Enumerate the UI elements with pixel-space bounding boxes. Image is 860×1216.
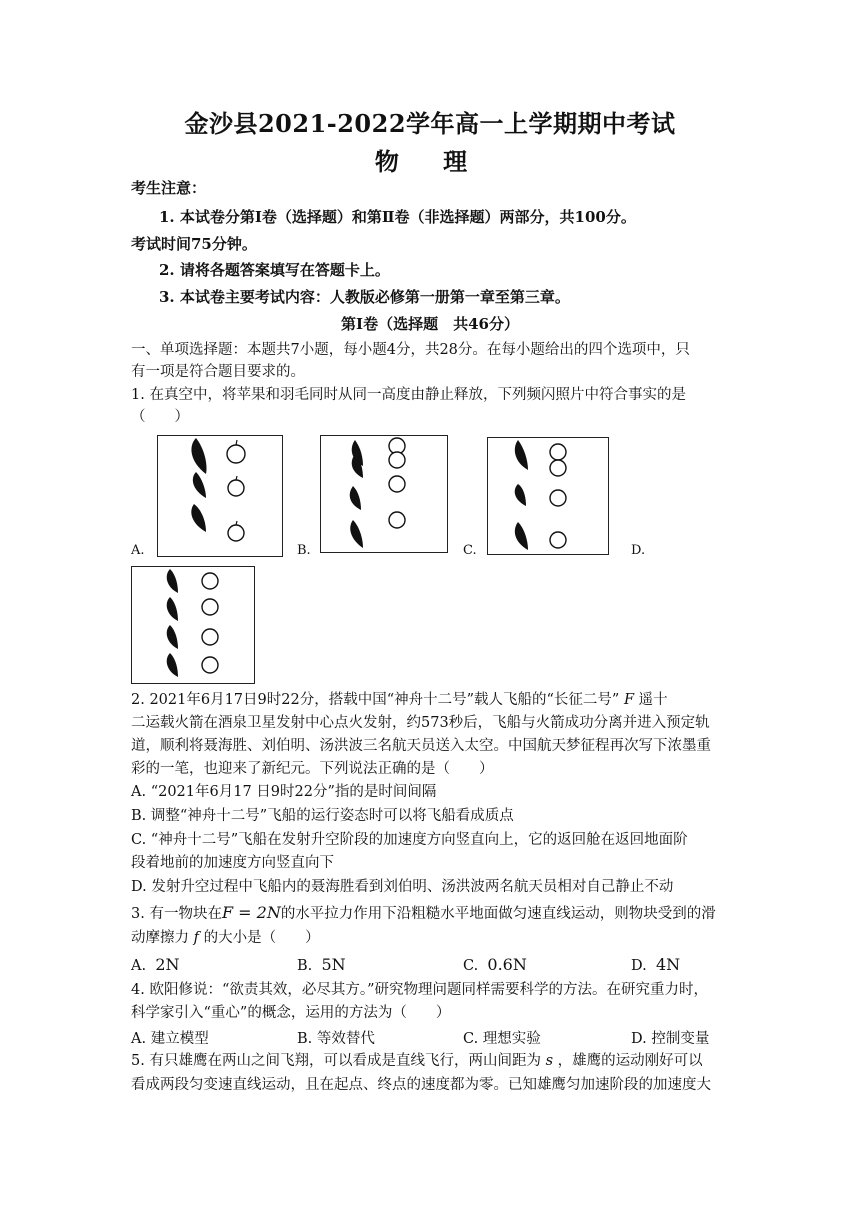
q5-stem-1: 5. 有只雄鹰在两山之间飞翔，可以看成是直线飞行，两山间距为 s ，雄鹰的运动刚好可以 [131,1053,703,1069]
strobe-photo-d [132,567,254,683]
feather-icon [350,520,363,548]
strobe-photo-a [158,436,282,556]
notice-item-2: 2. 请将各题答案填写在答题卡上。 [159,261,390,279]
notice-item-3: 3. 本试卷主要考试内容：人教版必修第一册第一章至第三章。 [159,288,570,306]
section-instructions: 一、单项选择题：本题共7小题，每小题4分，共28分。在每小题给出的四个选项中，只 [131,342,690,358]
q3-option-d: D. 4N [631,955,681,974]
feather-icon [191,504,206,532]
q1-figure-c [487,437,609,555]
apple-icon [550,444,566,460]
strobe-photo-c [488,438,608,554]
q1-label-a: A. [131,543,145,558]
q2-option-a: A. “2021年6月17 日9时22分”指的是时间间隔 [131,784,437,800]
subject-title: 物 理 [374,147,486,176]
q1-figure-d [131,566,255,684]
q1-stem-cont: （ ） [131,409,189,425]
q4-option-a: A. 建立模型 [131,1031,209,1047]
q1-label-d: D. [631,543,646,558]
apple-icon [228,480,244,496]
apple-icon [202,629,218,645]
feather-icon [167,625,178,649]
q4-option-b: B. 等效替代 [297,1031,375,1047]
q4-option-d: D. 控制变量 [631,1031,710,1047]
notice-item-1: 1. 本试卷分第Ⅰ卷（选择题）和第Ⅱ卷（非选择题）两部分，共100分。 [159,208,636,226]
apple-icon [228,525,244,541]
feather-icon [193,472,206,498]
q2-stem-1: 2. 2021年6月17日9时22分，搭载中国“神舟十二号”载人飞船的“长征二号” F 遥十 [131,692,668,708]
q5-stem-2: 看成两段匀变速直线运动，且在起点、终点的速度都为零。已知雄鹰匀加速阶段的加速度大 [131,1077,711,1093]
apple-icon [389,476,405,492]
q4-option-c: C. 理想实验 [463,1031,541,1047]
apple-icon [202,599,218,615]
q3-stem-2: 动摩擦力 f 的大小是（ ） [131,930,320,946]
feather-icon [515,440,528,470]
q2-stem-3: 道，顺利将聂海胜、刘伯明、汤洪波三名航天员送入太空。中国航天梦征程再次写下浓墨重 [131,738,711,754]
q3-option-c: C. 0.6N [463,955,527,974]
q2-stem-4: 彩的一笔，也迎来了新纪元。下列说法正确的是（ ） [131,761,494,777]
q2-option-d: D. 发射升空过程中飞船内的聂海胜看到刘伯明、汤洪波两名航天员相对自己静止不动 [131,879,674,895]
apple-icon [550,460,566,476]
q2-option-b: B. 调整“神舟十二号”飞船的运行姿态时可以将飞船看成质点 [131,808,514,824]
q3-option-a: A. 2N [131,955,180,974]
q1-label-b: B. [297,543,311,558]
q2-option-c: C. “神舟十二号”飞船在发射升空阶段的加速度方向竖直向上，它的返回舱在返回地面阶 [131,832,688,848]
apple-icon [389,452,405,468]
apple-icon [202,657,218,673]
feather-icon [167,569,178,593]
q2-stem-2: 二运载火箭在酒泉卫星发射中心点火发射，约573秒后，飞船与火箭成功分离并进入预定轨 [131,715,710,731]
section-instructions-cont: 有一项是符合题目要求的。 [131,364,305,380]
apple-icon [550,490,566,506]
apple-icon [227,445,245,463]
q3-option-b: B. 5N [297,955,346,974]
q1-figure-b [320,435,448,553]
q2-option-c-cont: 段着地前的加速度方向竖直向下 [131,855,334,871]
feather-icon [167,597,178,621]
q1-stem: 1. 在真空中，将苹果和羽毛同时从同一高度由静止释放，下列频闪照片中符合事实的是 [131,387,686,403]
q4-stem-1: 4. 欧阳修说：“欲责其效，必尽其方。”研究物理问题同样需要科学的方法。在研究重力时， [131,982,709,998]
section-title: 第Ⅰ卷（选择题 共46分） [341,315,519,333]
q1-label-c: C. [463,543,477,558]
apple-icon [550,532,566,548]
apple-icon [202,573,218,589]
exam-title: 金沙县2021-2022学年高一上学期期中考试 [184,109,676,138]
q1-figure-a [157,435,283,557]
notice-heading: 考生注意： [131,179,207,197]
feather-icon [167,653,178,677]
feather-icon [350,486,361,510]
apple-icon [389,512,405,528]
q3-stem-1: 3. 有一物块在F = 2N的水平拉力作用下沿粗糙水平地面做匀速直线运动，则物块受到的滑 [131,903,716,922]
strobe-photo-b [321,436,447,552]
notice-item-1-cont: 考试时间75分钟。 [131,235,257,253]
feather-icon [191,438,206,474]
feather-icon [515,522,528,550]
q4-stem-2: 科学家引入“重心”的概念，运用的方法为（ ） [131,1005,451,1021]
feather-icon [515,484,526,506]
